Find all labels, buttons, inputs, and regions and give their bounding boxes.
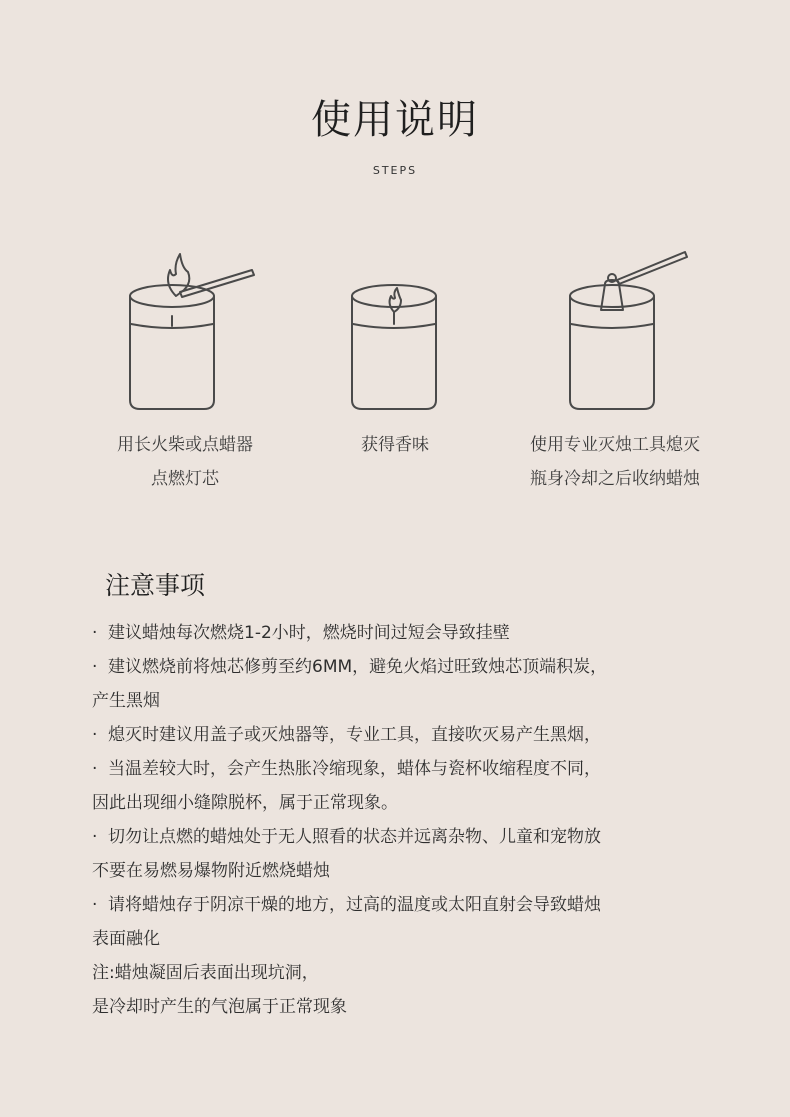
note-line — [92, 718, 732, 752]
note-line — [92, 684, 732, 718]
step-3-label-line-1: 使用专业灭烛工具熄灭 — [530, 435, 700, 455]
note-line — [92, 854, 732, 888]
note-bullet: · — [92, 725, 98, 745]
note-bullet: · — [92, 895, 98, 915]
note-bullet: · — [92, 827, 98, 847]
candle-lighting-match-icon — [110, 240, 270, 415]
note-text: 产生黑烟 — [92, 691, 160, 711]
note-text: 熄灭时建议用盖子或灭烛器等，专业工具，直接吹灭易产生黑烟， — [108, 725, 601, 745]
note-text: 建议蜡烛每次燃烧1-2小时，燃烧时间过短会导致挂壁 — [108, 623, 510, 643]
notes-list — [92, 616, 732, 1024]
step-1-label-line-1: 用长火柴或点蜡器 — [117, 435, 253, 455]
note-text: 注:蜡烛凝固后表面出现坑洞， — [92, 963, 319, 983]
note-line — [92, 922, 732, 956]
note-text: 建议燃烧前将烛芯修剪至约6MM，避免火焰过旺致烛芯顶端积炭， — [108, 657, 608, 677]
note-line — [92, 786, 732, 820]
note-text: 因此出现细小缝隙脱杯，属于正常现象。 — [92, 793, 398, 813]
note-bullet: · — [92, 657, 98, 677]
note-line — [92, 820, 732, 854]
note-line — [92, 752, 732, 786]
note-line — [92, 956, 732, 990]
step-1-label-line-2: 点燃灯芯 — [151, 469, 219, 489]
step-3-label-line-2: 瓶身冷却之后收纳蜡烛 — [530, 469, 700, 489]
note-bullet: · — [92, 623, 98, 643]
note-text: 表面融化 — [92, 929, 160, 949]
notes-title: 注意事项 — [105, 571, 206, 600]
candle-snuffer-icon — [555, 240, 705, 415]
note-text: 当温差较大时，会产生热胀冷缩现象，蜡体与瓷杯收缩程度不同， — [108, 759, 601, 779]
page-subtitle: STEPS — [372, 164, 418, 177]
note-line — [92, 650, 732, 684]
note-text: 不要在易燃易爆物附近燃烧蜡烛 — [92, 861, 330, 881]
step-2-label-line-1: 获得香味 — [361, 435, 429, 455]
note-bullet: · — [92, 759, 98, 779]
note-line — [92, 616, 732, 650]
candle-burning-icon — [335, 240, 455, 415]
page-title: 使用说明 — [311, 97, 479, 143]
note-text: 请将蜡烛存于阴凉干燥的地方，过高的温度或太阳直射会导致蜡烛 — [108, 895, 601, 915]
note-text: 是冷却时产生的气泡属于正常现象 — [92, 997, 347, 1017]
note-text: 切勿让点燃的蜡烛处于无人照看的状态并远离杂物、儿童和宠物放 — [108, 827, 601, 847]
steps-section — [0, 240, 790, 500]
note-line — [92, 990, 732, 1024]
note-line — [92, 888, 732, 922]
